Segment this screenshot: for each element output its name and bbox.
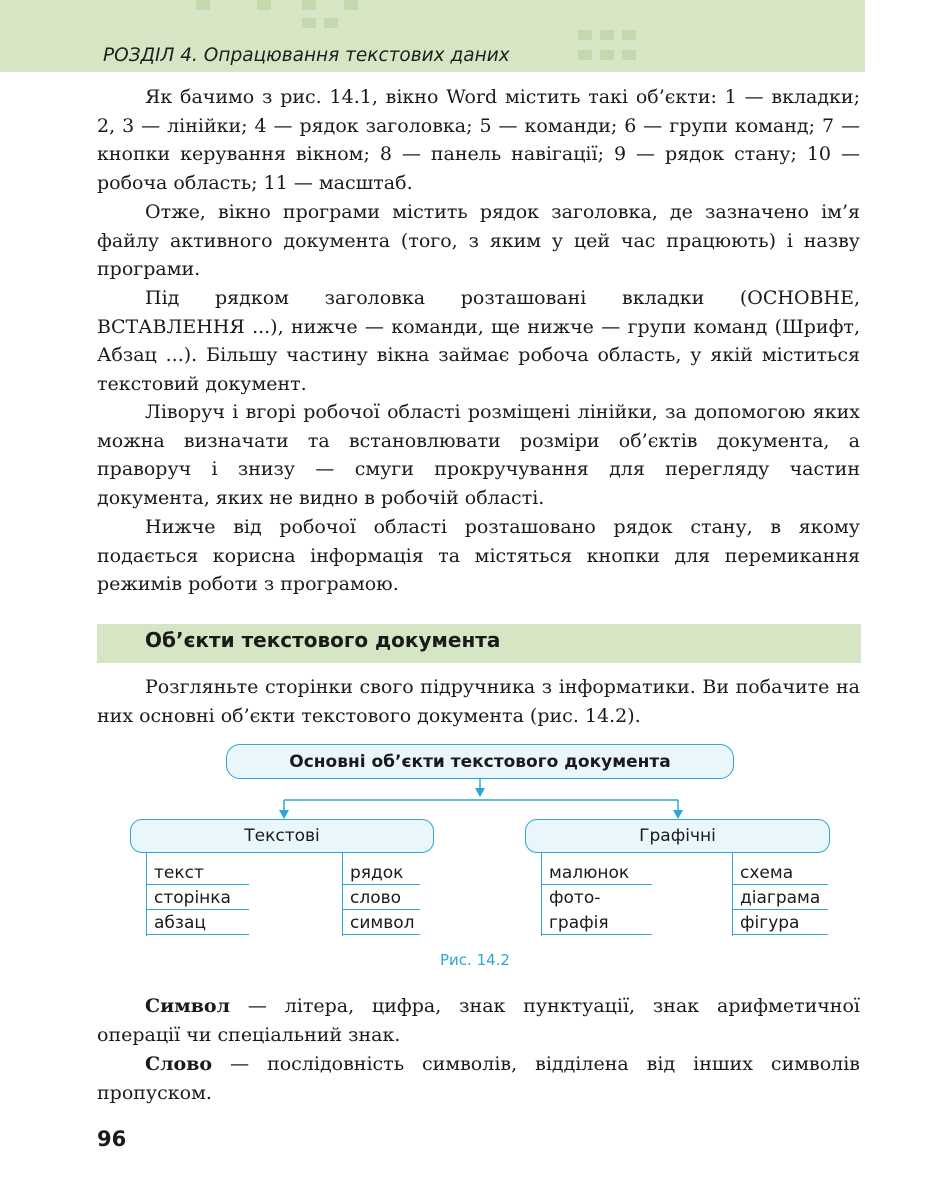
chapter-title: РОЗДІЛ 4. Опрацювання текстових даних bbox=[103, 45, 510, 66]
list-item: слово bbox=[342, 886, 420, 910]
paragraph-word-window-objects: Як бачимо з рис. 14.1, вікно Word містить такі об’єкти: 1 — вкладки; 2, 3 — лінійки; 4 — рядок заголовка; 5 — команди; 6 — групи команд; 7 — кнопки керування вікном; 8 — панель навігації; 9 — рядок стану; 10 — робоча область; 11 — масштаб. bbox=[97, 86, 860, 194]
diagram-root-box: Основні об’єкти текстового документа bbox=[226, 744, 734, 779]
paragraph-status-bar: Нижче від робочої області розташовано рядок стану, в якому подається корисна інформація та містяться кнопки для перемикання режимів роботи з програмою. bbox=[97, 516, 860, 596]
definition-text: — послідовність символів, відділена від інших символів пропуском. bbox=[97, 1053, 860, 1104]
list-item: символ bbox=[342, 911, 420, 935]
figure-caption: Рис. 14.2 bbox=[440, 951, 510, 969]
definition-term: Символ bbox=[145, 995, 230, 1017]
page-number: 96 bbox=[97, 1127, 127, 1151]
list-item: текст bbox=[146, 861, 249, 885]
list-item: сторінка bbox=[146, 886, 249, 910]
list-item: графія bbox=[541, 911, 652, 935]
list-item: діаграма bbox=[732, 886, 828, 910]
definition-text: — літера, цифра, знак пунктуації, знак арифметичної операції чи спеціальний знак. bbox=[97, 995, 860, 1046]
section-title: Об’єкти текстового документа bbox=[145, 628, 501, 652]
definition-symbol bbox=[97, 992, 860, 1049]
textual-objects-box: Текстові bbox=[130, 819, 434, 853]
list-item: фігура bbox=[732, 911, 828, 935]
list-item: фото- bbox=[549, 888, 601, 908]
paragraph-rulers-scrollbars: Ліворуч і вгорі робочої області розміщені лінійки, за допомогою яких можна визначати та встановлювати розміри об’єктів документа, а праворуч і знизу — смуги прокручування для перегляду частин документа, яких не видно в робочій області. bbox=[97, 401, 860, 509]
section-intro: Розгляньте сторінки свого підручника з інформатики. Ви побачите на них основні об’єкти текстового документа (рис. 14.2). bbox=[97, 676, 860, 727]
list-item: схема bbox=[732, 861, 828, 885]
definition-word bbox=[97, 1050, 860, 1107]
paragraph-title-bar: Отже, вікно програми містить рядок заголовка, де зазначено ім’я файлу активного документа (того, з яким у цей час працюють) і назву програми. bbox=[97, 201, 860, 281]
list-item: абзац bbox=[146, 911, 249, 935]
list-item: малюнок bbox=[541, 861, 652, 885]
paragraph-tabs-commands: Під рядком заголовка розташовані вкладки (ОСНОВНЕ, ВСТАВЛЕННЯ ...), нижче — команди, ще нижче — групи команд (Шрифт, Абзац ...). Більшу частину вікна займає робоча область, у якій міститься текстовий документ. bbox=[97, 287, 860, 395]
list-item: рядок bbox=[342, 861, 420, 885]
definition-term: Слово bbox=[145, 1053, 213, 1075]
graphic-objects-box: Графічні bbox=[525, 819, 830, 853]
